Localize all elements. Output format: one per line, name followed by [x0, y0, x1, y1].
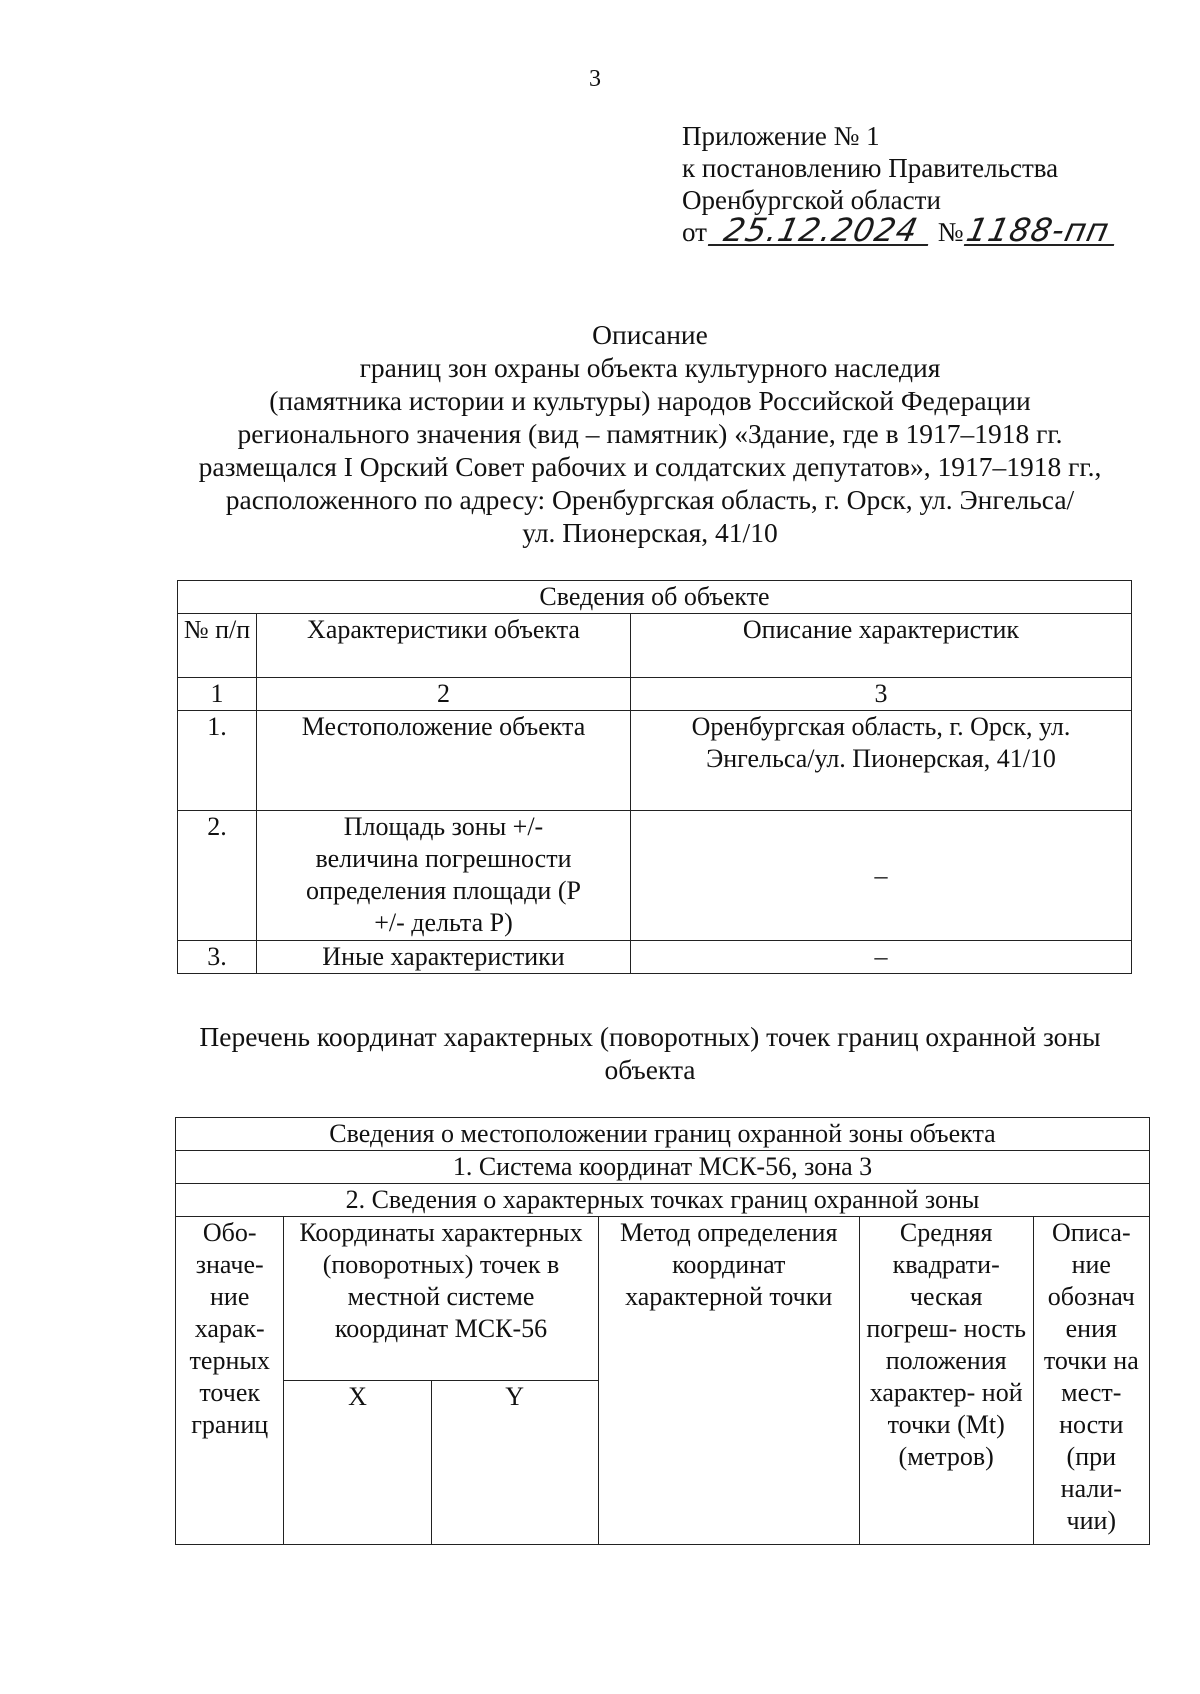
header-mean-error: Средняя квадрати- ческая погреш- ность положения характер- ной точки (Mt) (метров): [859, 1217, 1033, 1545]
header-designation: Обо- значе- ние харак- терных точек границ: [176, 1217, 284, 1545]
section-heading: 2. Сведения о характерных точках границ охранной зоны: [176, 1184, 1150, 1217]
subtitle-line-2: объекта: [604, 1054, 696, 1085]
document-title: [0, 318, 1200, 549]
coordinates-subtitle: [0, 1020, 1200, 1086]
page-number: 3: [589, 66, 601, 92]
coordinates-table: [175, 1117, 1150, 1545]
object-table-caption: Сведения об объекте: [178, 581, 1132, 614]
row-characteristic: Иные характеристики: [257, 941, 631, 974]
title-line: размещался I Орский Совет рабочих и солдатских депутатов», 1917–1918 гг.,: [198, 451, 1102, 482]
title-line: (памятника истории и культуры) народов Российской Федерации: [269, 385, 1031, 416]
title-line: Описание: [592, 319, 708, 350]
header-x: X: [284, 1381, 431, 1545]
row-description: –: [631, 941, 1132, 974]
col-number: 3: [631, 678, 1132, 711]
row-characteristic: Местоположение объекта: [257, 711, 631, 811]
appendix-from-label: от: [682, 217, 707, 247]
appendix-date-line: [682, 211, 1117, 249]
header-description: Описание характеристик: [631, 614, 1132, 678]
row-description: –: [631, 811, 1132, 941]
title-line: расположенного по адресу: Оренбургская область, г. Орск, ул. Энгельса/: [225, 484, 1075, 515]
row-num: 1.: [178, 711, 257, 811]
title-line: границ зон охраны объекта культурного наследия: [359, 352, 941, 383]
header-coordinates: Координаты характерных (поворотных) точек в местной системе координат МСК-56: [284, 1217, 598, 1381]
col-number: 2: [257, 678, 631, 711]
appendix-line-3: Оренбургской области: [682, 185, 941, 215]
appendix-block: [682, 120, 1117, 248]
object-info-table: [177, 580, 1132, 974]
header-method: Метод определения координат характерной точки: [598, 1217, 859, 1545]
row-description: Оренбургская область, г. Орск, ул. Энгельса/ул. Пионерская, 41/10: [631, 711, 1132, 811]
header-description: Описа- ние обознач ения точки на мест- ности (при нали- чии): [1033, 1217, 1149, 1545]
row-num: 3.: [178, 941, 257, 974]
title-line: ул. Пионерская, 41/10: [522, 517, 778, 548]
row-characteristic: Площадь зоны +/- величина погрешности определения площади (Р +/- дельта Р): [257, 811, 631, 941]
header-y: Y: [431, 1381, 598, 1545]
row-num: 2.: [178, 811, 257, 941]
header-num: № п/п: [178, 614, 257, 678]
handwritten-number: 1188-пп: [964, 216, 1120, 246]
appendix-line-1: Приложение № 1: [682, 121, 880, 151]
coordinate-system: 1. Система координат МСК-56, зона 3: [176, 1151, 1150, 1184]
appendix-line-2: к постановлению Правительства: [682, 153, 1059, 183]
handwritten-date: 25.12.2024: [708, 216, 934, 246]
header-characteristics: Характеристики объекта: [257, 614, 631, 678]
subtitle-line-1: Перечень координат характерных (поворотных) точек границ охранной зоны: [199, 1021, 1101, 1052]
number-sign: №: [937, 217, 964, 247]
title-line: регионального значения (вид – памятник) «Здание, где в 1917–1918 гг.: [237, 418, 1063, 449]
col-number: 1: [178, 678, 257, 711]
coords-table-caption: Сведения о местоположении границ охранной зоны объекта: [176, 1118, 1150, 1151]
